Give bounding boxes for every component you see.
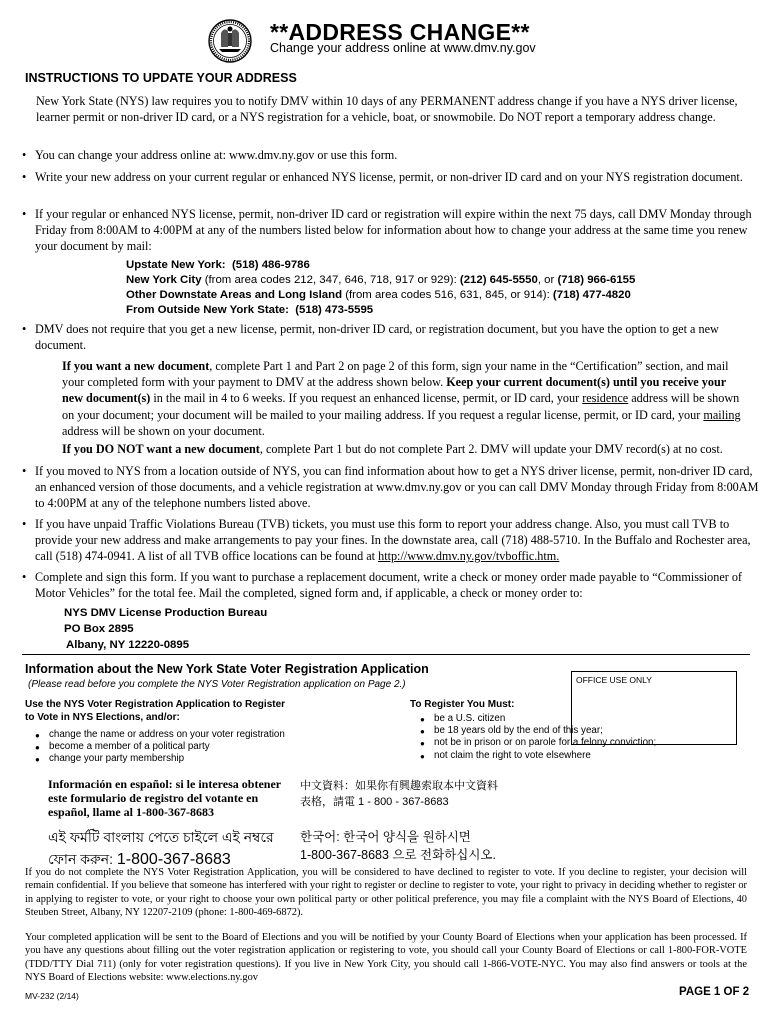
phone-nyc: New York City (from area codes 212, 347, 646, 718, 917 or 929): (212) 645-5550, or (718) 966-6155 xyxy=(126,274,636,286)
voter-section-note: (Please read before you complete the NYS Voter Registration application on Page 2.) xyxy=(28,679,406,690)
list-item: ● be 18 years old by the end of this year; xyxy=(420,725,656,737)
voter-left-heading-2: to Vote in NYS Elections, and/or: xyxy=(25,712,180,723)
list-item: ● change the name or address on your voter registration xyxy=(35,729,285,741)
voter-requirements-list xyxy=(420,713,656,762)
voter-section-heading: Information about the New York State Voter Registration Application xyxy=(25,662,429,676)
list-item: ● be a U.S. citizen xyxy=(420,713,656,725)
page-number: PAGE 1 OF 2 xyxy=(679,986,750,998)
mail-address-line1: NYS DMV License Production Bureau xyxy=(64,607,268,619)
voter-processing-paragraph: Your completed application will be sent to the Board of Elections and you will be notified by your County Board of Elections when your application has been processed. If you have any questions about filling out the voter registration application or registering to vote, you should call your County Board of Elections or call 1-800-FOR-VOTE (TDD/TTY Dial 711) (only for voter registration questions). If you live in New York City, you should call 1-866-VOTE-NYC. You may also find answers or tools at the NYS Board of Elections website: www.elections.ny.gov xyxy=(25,932,747,984)
section-divider xyxy=(22,654,750,655)
korean-info: 한국어: 한국어 양식을 원하시면 1-800-367-8683 으로 전화하십시오. xyxy=(300,830,496,862)
new-document-paragraph: If you want a new document, complete Part 1 and Part 2 on page 2 of this form, sign your name in the “Certification” section, and mail your completed form with your payment to DMV at the address shown below. Keep your current document(s) until you receive your new document(s) in the mail in 4 to 6 weeks. If you request an enhanced license, permit, or ID card, your residence address will be shown on your document; your document will be mailed to your mailing address. If you request a regular license, permit, or ID card, your mailing address will be shown on your document. xyxy=(62,359,741,438)
office-use-label: OFFICE USE ONLY xyxy=(576,675,652,685)
page-subtitle: Change your address online at www.dmv.ny.gov xyxy=(270,41,536,55)
list-item: ● become a member of a political party xyxy=(35,741,285,753)
voter-right-heading: To Register You Must: xyxy=(410,699,515,710)
bengali-info: এই ফর্মটি বাংলায় পেতে চাইলে এই নম্বরে ফোন করুন: 1-800-367-8683 xyxy=(48,829,274,868)
list-item: ● change your party membership xyxy=(35,753,285,765)
spanish-info: Información en español: si le interesa obtener este formulario de registro del votante en español, llame al 1-800-367-8683 xyxy=(48,777,282,819)
no-new-document-paragraph: If you DO NOT want a new document, complete Part 1 but do not complete Part 2. DMV will update your DMV record(s) at no cost. xyxy=(62,442,723,456)
list-item: ● not claim the right to vote elsewhere xyxy=(420,750,656,762)
page-title: **ADDRESS CHANGE** xyxy=(270,19,530,45)
nys-seal-icon xyxy=(208,19,252,63)
instructions-intro: New York State (NYS) law requires you to notify DMV within 10 days of any PERMANENT address change if you have a NYS driver license, learner permit or non-driver ID card, or a NYS registration for a vehicle, boat, or snowmobile. Do NOT report a temporary address change. xyxy=(36,94,738,125)
tvb-offices-link[interactable]: http://www.dmv.ny.gov/tvboffic.htm. xyxy=(378,549,560,564)
voter-left-heading-1: Use the NYS Voter Registration Application to Register xyxy=(25,699,286,710)
phone-upstate: Upstate New York: (518) 486-9786 xyxy=(126,259,310,271)
mail-address-line3: Albany, NY 12220-0895 xyxy=(66,639,190,651)
instructions-heading: INSTRUCTIONS TO UPDATE YOUR ADDRESS xyxy=(25,71,297,85)
form-page: **ADDRESS CHANGE** Change your address online at www.dmv.ny.gov INSTRUCTIONS TO UPDATE YOUR ADDRESS New York State (NYS) law requires you to notify DMV within 10 days of any PERMANENT address change if you have a NYS driver license, learner permit or non-driver ID card, or a NYS registration for a vehicle, boat, or snowmobile. Do NOT report a temporary address change. • You can change your address online at: www.dmv.ny.gov or use this form. • Write your new address on your current regular or enhanced NYS license, permit, or non-driver ID card and on your NYS registration document. • If your regular or enhanced NYS license, permit, non-driver ID card or registration will expire within the next 75 days, call DMV Monday through Friday from 8:00AM to 4:00PM at any of the numbers listed below for information about how to change your address at the same time you renew your document by mail: Upstate New York: (518) 486-9786 New York City (from area codes 212, 347, 646, 718, 917 or 929): (212) 645-5550, or (718) 966-6155 Other Downstate Areas and Long Island (from area codes 516, 631, 845, or 914): (718) 477-4820 From Outside New York State: (518) 473-5595 • DMV does not require that you get a new license, permit, non-driver ID card, or registration document, but you have the option to get a new document. If you want a new document, complete Part 1 and Part 2 on page 2 of this form, sign your name in the “Certification” section, and mail your completed form with your payment to DMV at the address shown below. Keep your current document(s) until you receive your new document(s) in the mail in 4 to 6 weeks. If you request an enhanced license, permit, or ID card, your residence address will be shown on your document; your document will be mailed to your mailing address. If you request a regular license, permit, or ID card, your mailing address will be shown on your document. If you DO NOT want a new document, complete Part 1 but do not complete Part 2. DMV will update your DMV record(s) at no cost. • If you moved to NYS from a location outside of NYS, you can find information about how to get a NYS driver license, permit, non-driver ID card, an enhanced version of those documents, and a vehicle registration at www.dmv.ny.gov or you can call DMV Monday through Friday from 8:00AM to 4:00PM at any of the telephone numbers listed above. • If you have unpaid Traffic Violations Bureau (TVB) tickets, you must use this form to report your address change. Also, you must call TVB to provide your new address and make arrangements to pay your fines. In the downstate area, call (718) 488-5710. In the Buffalo and Rochester area, call (518) 474-0941. A list of all TVB office locations can be found at http://www.dmv.ny.gov/tvboffic.htm. • Complete and sign this form. If you want to purchase a replacement document, write a check or money order made payable to “Commissioner of Motor Vehicles” for the total fee. Mail the completed, signed form and, if applicable, a check or money order to: NYS DMV License Production Bureau PO Box 2895 Albany, NY 12220-0895 Information about the New York State Voter Registration Application (Please read before you complete the NYS Voter Registration application on Page 2.) OFFICE USE ONLY Use the NYS Voter Registration Application to Register to Vote in NYS Elections, and/or: ● change the name or address on your voter registration ● become a member of a political party ● change your party membership To Register You Must: ● be a U.S. citizen ● be 18 years old by the end of this year; ● not be in prison or on parole for a felony conviction; ● not claim the right to vote elsewhere Información en español: si le interesa obtener este formulario de registro del votante en español, llame al 1-800-367-8683 এই ফর্মটি বাংলায় পেতে চাইলে এই নম্বরে ফোন করুন: 1-800-367-8683 中文資料：如果你有興趣索取本中文資料 表格，請電 1 - 800 - 367-8683 한국어: 한국어 양식을 원하시면 1-800-367-8683 으로 전화하십시오. If you do not complete the NYS Voter Registration Application, you will be considered to have declined to register to vote. If you decline to register, your decision will remain confidential. If you believe that someone has interfered with your right to register or decline to register to vote, your right to privacy in deciding whether to register or in applying to register to vote, or your right to choose your own political party or other political preference, you may file a complaint with the NYS Board of Elections, 40 Steuben Street, Albany, NY 12207-2109 (phone: 1-800-469-6872). Your completed application will be sent to the Board of Elections and you will be notified by your County Board of Elections when your application has been processed. If you have any questions about filling out the voter registration application or registering to vote, you should call your County Board of Elections or call 1-800-FOR-VOTE (TDD/TTY Dial 711) (only for voter registration questions). If you live in New York City, you should call 1-866-VOTE-NYC. You may also find answers or tools at the NYS Board of Elections website: www.elections.ny.gov MV-232 (2/14) PAGE 1 OF 2 xyxy=(0,0,770,1024)
voter-purpose-list xyxy=(35,729,285,766)
mail-address-line2: PO Box 2895 xyxy=(64,623,134,635)
list-item: ● not be in prison or on parole for a felony conviction; xyxy=(420,737,656,749)
phone-outside-ny: From Outside New York State: (518) 473-5595 xyxy=(126,304,374,316)
voter-decline-paragraph: If you do not complete the NYS Voter Registration Application, you will be considered to have declined to register to vote. If you decline to register, your decision will remain confidential. If you believe that someone has interfered with your right to register or decline to register to vote, your right to privacy in deciding whether to register or in applying to register to vote, or your right to choose your own political party or other political preference, you may file a complaint with the NYS Board of Elections, 40 Steuben Street, Albany, NY 12207-2109 (phone: 1-800-469-6872). xyxy=(25,867,747,919)
chinese-info: 中文資料：如果你有興趣索取本中文資料 表格，請電 1 - 800 - 367-8683 xyxy=(300,780,498,808)
phone-downstate: Other Downstate Areas and Long Island (from area codes 516, 631, 845, or 914): (718) 477-4820 xyxy=(126,289,631,301)
form-number: MV-232 (2/14) xyxy=(25,991,79,1001)
